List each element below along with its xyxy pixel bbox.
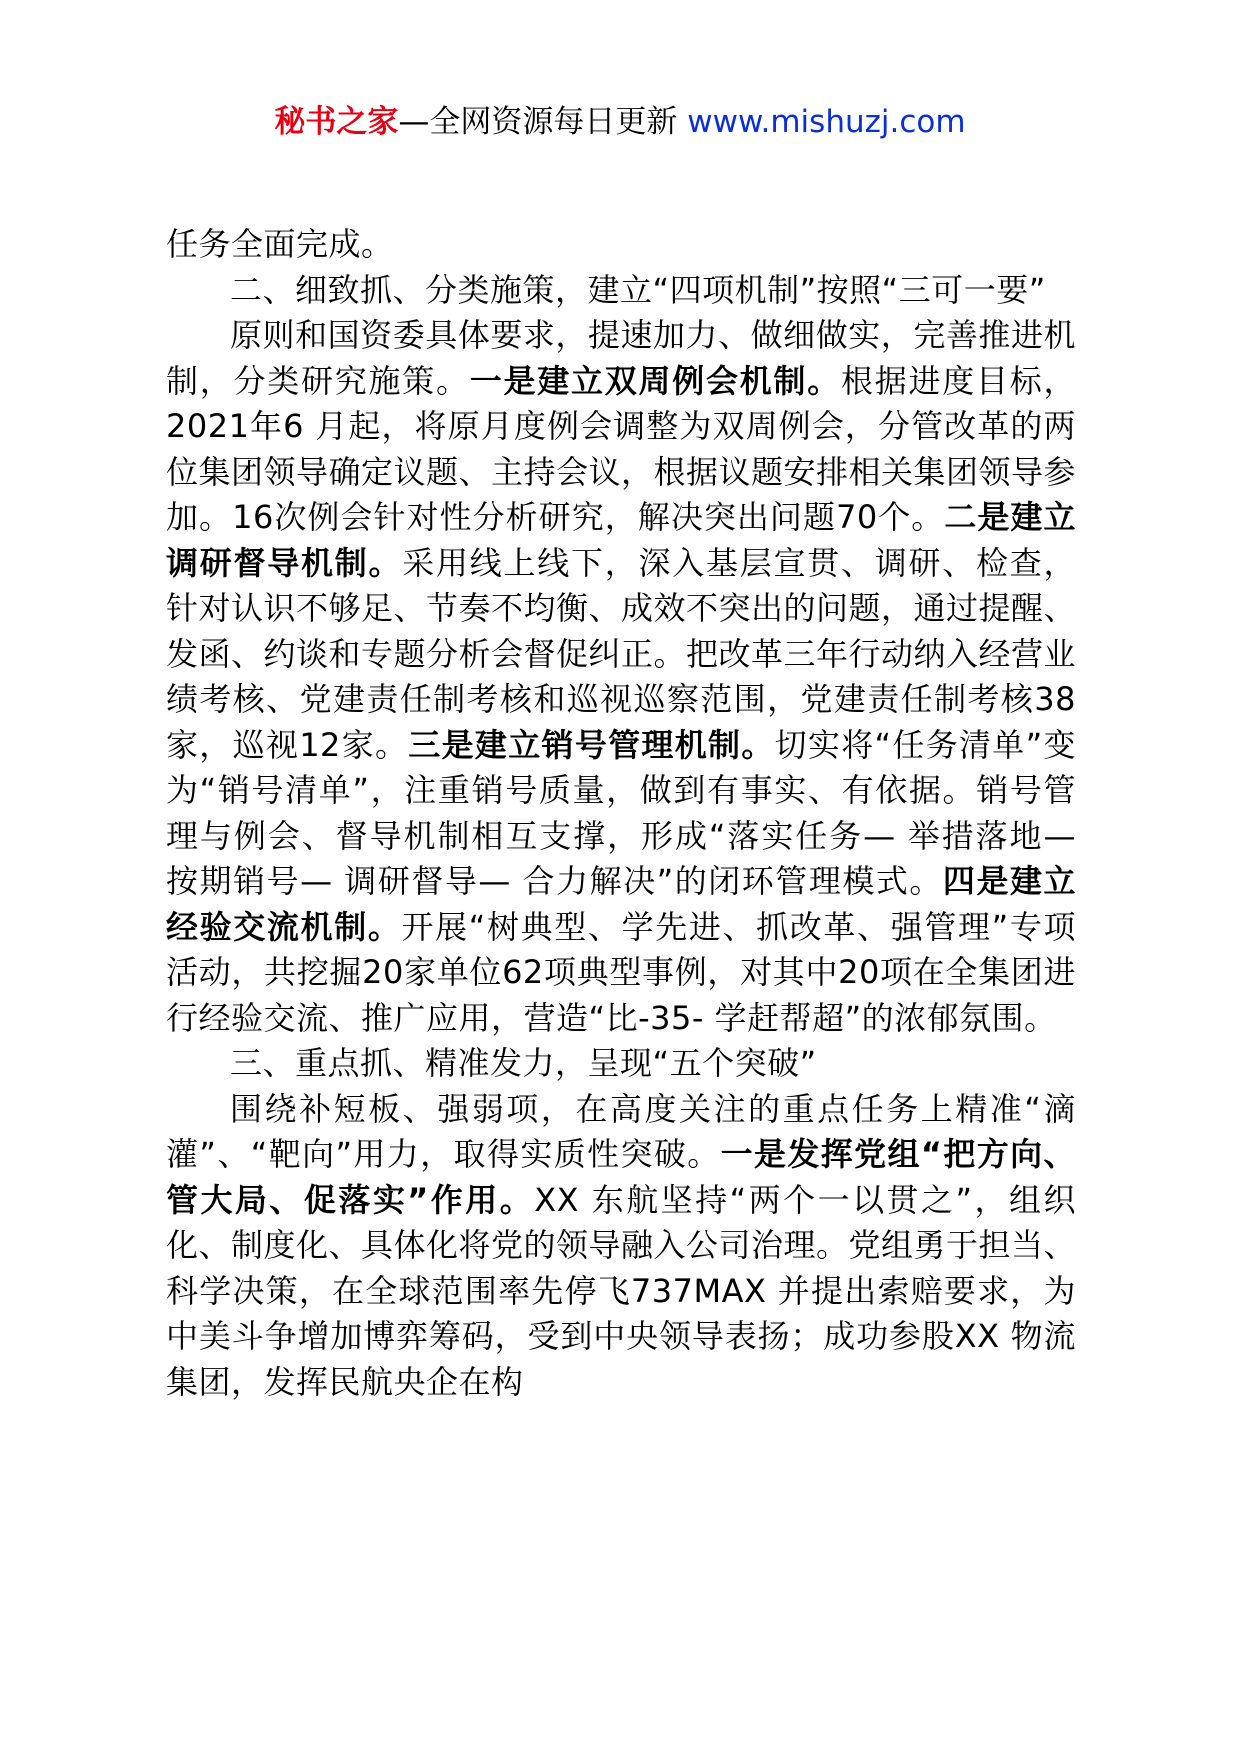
text-run: 切实将“任务清单”变为“销号清单”，注重销号质量，做到有事实、有依据。销号管理与例会、督导机制相互支撑，形成“落实任务— 举措落地— 按期销号— 调研督导— 合力解决”的闭环管理模式。 — [166, 725, 1076, 900]
body-text — [166, 222, 1076, 1405]
text-run: 任务全面完成。 — [166, 225, 394, 263]
text-run: 二、细致抓、分类施策，建立“四项机制”按照“三可一要” — [230, 270, 1046, 309]
page-header — [0, 100, 1240, 144]
text-run: 根据进度目标，2021年6 月起，将原月度例会调整为双周例会，分管改革的两位集团领导确定议题、主持会议，根据议题安排相关集团领导参加。16次例会针对性分析研究，解决突出问题70个。 — [166, 361, 1077, 536]
paragraph — [166, 222, 1076, 268]
text-run: 原则和国资委具体要求，提速加力、做细做实，完善推进机制，分类研究施策。 — [166, 316, 1076, 400]
paragraph — [166, 1087, 1076, 1406]
bold-text-run: 二是建立调研督导机制。 — [166, 498, 1076, 582]
paragraph — [166, 268, 1076, 314]
bold-text-run: 一是发挥党组“把方向、管大局、促落实”作用。 — [166, 1135, 1076, 1219]
header-tagline: —全网资源每日更新 — [398, 104, 688, 140]
paragraph — [166, 313, 1076, 1041]
header-brand: 秘书之家 — [274, 104, 399, 140]
text-run: 三、重点抓、精准发力，呈现“五个突破” — [230, 1044, 817, 1082]
header-site-link[interactable]: www.mishuzj.com — [687, 104, 966, 140]
paragraph — [166, 1041, 1076, 1087]
text-run: 采用线上线下，深入基层宣贯、调研、检查，针对认识不够足、节奏不均衡、成效不突出的问题，通过提醒、发函、约谈和专题分析会督促纠正。把改革三年行动纳入经营业绩考核、党建责任制考核和巡视巡察范围，党建责任制考核38家，巡视12家。 — [166, 543, 1077, 764]
bold-text-run: 四是建立经验交流机制。 — [166, 862, 1076, 946]
bold-text-run: 三是建立销号管理机制。 — [408, 725, 775, 764]
text-run: 围绕补短板、强弱项，在高度关注的重点任务上精准“滴灌”、“靶向”用力，取得实质性突破。 — [166, 1089, 1076, 1173]
text-run: XX 东航坚持“两个一以贯之”，组织化、制度化、具体化将党的领导融入公司治理。党组勇于担当、科学决策，在全球范围率先停飞737MAX 并提出索赔要求，为中美斗争增加博弈筹码，受到中央领导表扬；成功参股XX 物流集团，发挥民航央企在构 — [166, 1180, 1077, 1401]
text-run: 开展“树典型、学先进、抓改革、强管理”专项活动，共挖掘20家单位62项典型事例，对其中20项在全集团进行经验交流、推广应用，营造“比-35- 学赶帮超”的浓郁氛围。 — [166, 907, 1076, 1037]
bold-text-run: 一是建立双周例会机制。 — [469, 361, 841, 400]
